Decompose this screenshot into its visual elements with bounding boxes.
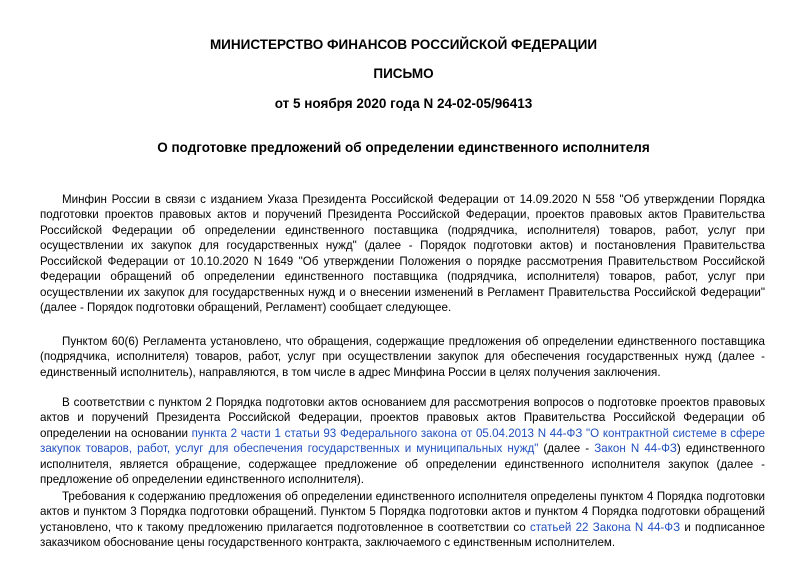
paragraph-4 bbox=[40, 489, 765, 551]
document-subject: О подготовке предложений об определении единственного исполнителя bbox=[157, 140, 650, 155]
law-44fz-article-22-link[interactable]: статьей 22 Закона N 44-ФЗ bbox=[529, 520, 681, 534]
document-type: ПИСЬМО bbox=[373, 66, 434, 81]
paragraph-3-text-3: ) единственного исполнителя, является обращение, содержащее предложение об определении единственного исполнителя закупок (далее - предложение об определении единственного исполнителя). bbox=[40, 442, 765, 487]
paragraph-1: Минфин России в связи с изданием Указа Президента Российской Федерации от 14.09.2020 N 558 "Об утверждении Порядка подготовки проектов правовых актов и поручений Президента Российской Федерации, проектов правовых актов Правительства Российской Федерации об определении единственного поставщика (подрядчика, исполнителя) товаров, работ, услуг при осуществлении их закупок для государственных нужд" (далее - Порядок подготовки актов) и постановления Правительства Российской Федерации от 10.10.2020 N 1649 "Об утверждении Положения о порядке рассмотрения Правительством Российской Федерации обращений об определении единственного поставщика (подрядчика, исполнителя) товаров, работ, услуг при осуществлении их закупок для государственных нужд и о внесении изменений в Регламент Правительства Российской Федерации" (далее - Порядок подготовки обращений, Регламент) сообщает следующее. bbox=[40, 192, 765, 315]
ministry-title: МИНИСТЕРСТВО ФИНАНСОВ РОССИЙСКОЙ ФЕДЕРАЦИИ bbox=[209, 37, 598, 52]
paragraph-3-text-1: В соответствии с пунктом 2 Порядка подготовки актов основанием для рассмотрения вопросов о подготовке проектов правовых актов и поручений Президента Российской Федерации, проектов правовых актов Правительства Российской Федерации об определении на основании bbox=[40, 395, 765, 440]
law-44fz-link[interactable]: Закон N 44-ФЗ bbox=[594, 442, 677, 456]
paragraph-2: Пунктом 60(6) Регламента установлено, что обращения, содержащие предложения об определении единственного поставщика (подрядчика, исполнителя) товаров, работ, услуг при осуществлении закупок для обеспечения государственных нужд (далее - единственный исполнитель), направляются, в том числе в адрес Минфина России в целях получения заключения. bbox=[40, 334, 765, 379]
document-date-number: от 5 ноября 2020 года N 24-02-05/96413 bbox=[274, 96, 533, 111]
paragraph-3 bbox=[40, 395, 765, 488]
law-44fz-article-93-link[interactable]: пункта 2 части 1 статьи 93 Федерального закона от 05.04.2013 N 44-ФЗ "О контрактной системе в сфере закупок товаров, работ, услуг для обеспечения государственных и муниципальных нужд" bbox=[40, 426, 765, 456]
paragraph-3-text-2: (далее - bbox=[538, 442, 595, 456]
paragraph-4-text-2: и подписанное заказчиком обоснование цены государственного контракта, заключаемого с единственным исполнителем. bbox=[40, 520, 765, 550]
paragraph-4-text-1: Требования к содержанию предложения об определении единственного исполнителя определены пунктом 4 Порядка подготовки актов и пунктом 3 Порядка подготовки обращений. Пунктом 5 Порядка подготовки актов и пунктом 4 Порядка подготовки обращений установлено, что к такому предложению прилагается подготовленное в соответствии со bbox=[40, 489, 765, 534]
